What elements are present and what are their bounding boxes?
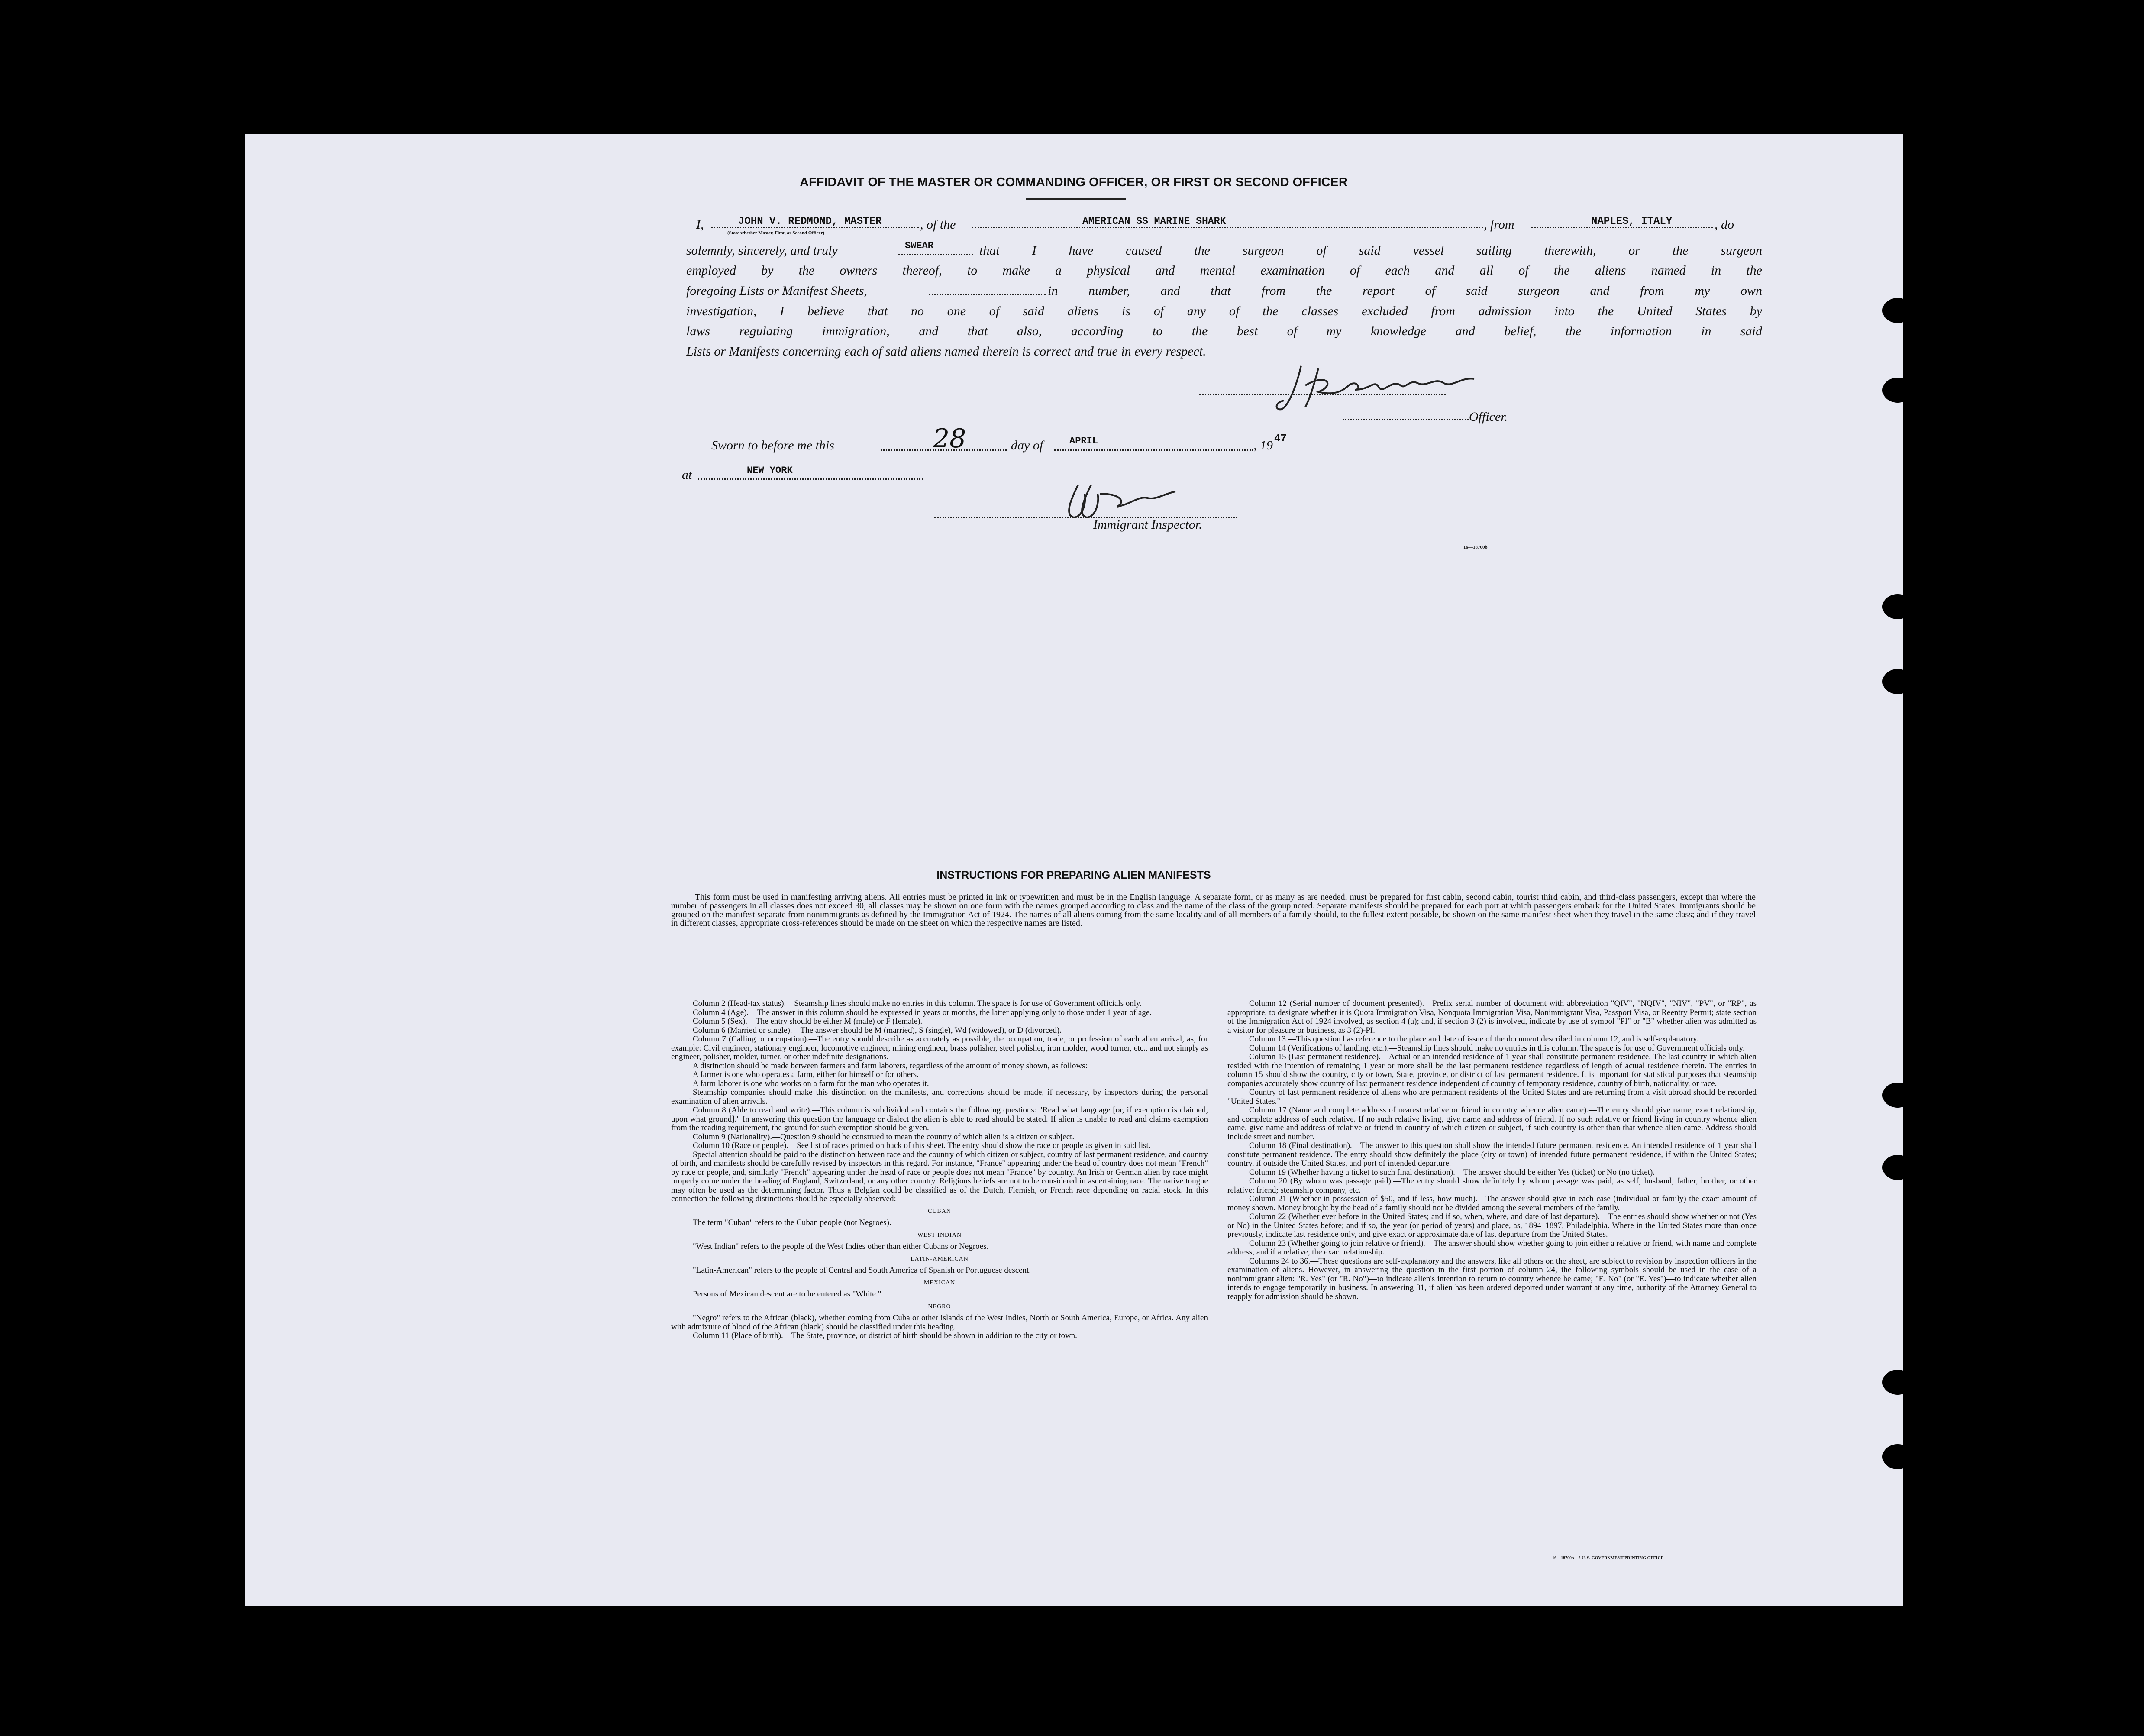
right-para: Column 19 (Whether having a ticket to such final destination).—The answer should be either Yes (ticket) or No (no ticket). bbox=[1249, 1167, 1655, 1177]
latin-text: "Latin-American" refers to the people of Central and South America of Spanish or Portuguese descent. bbox=[693, 1266, 1031, 1275]
swear-line bbox=[898, 254, 973, 255]
right-para: Column 14 (Verifications of landing, etc.).—Steamship lines should make no entries in this column. The space is for use of Government officials only. bbox=[1249, 1043, 1745, 1053]
left-para: Column 7 (Calling or occupation).—The entry should describe as accurately as possible, the occupation, trade, or profession of each alien arrival, as, for example: Civil engineer, stationary engineer, locomotive engineer, mining engineer, brass polisher, steel polisher, iron molder, wood turner, etc., and not simply as engineer, polisher, molder, turner, or other indefinite designations. bbox=[671, 1034, 1208, 1061]
month-value: APRIL bbox=[1069, 436, 1098, 446]
left-para: Special attention should be paid to the distinction between race and the country of which citizen or subject, country of last permanent residence, and country of birth, and manifests should be carefully revised by inspectors in this regard. For instance, "France" appearing under the head of country does not mean "French" by race or people, and, similarly "French" appearing under the head of race or people does not mean "France" by country. An Irish or German alien by race might properly come under the heading of England, Switzerland, or any other country. Religious beliefs are not to be considered in ascertaining race. The native tongue may often be used as the determining factor. Thus a Belgian could be classified as of the Dutch, Flemish, or French race depending on racial stock. In this connection the following distinctions should be especially observed: bbox=[671, 1150, 1208, 1203]
day-of-label: day of bbox=[1011, 438, 1043, 453]
master-signature bbox=[1271, 359, 1496, 416]
left-para: A farm laborer is one who works on a farm for the man who operates it. bbox=[693, 1079, 929, 1088]
officer-label: Officer. bbox=[1469, 410, 1508, 424]
vessel-value: AMERICAN SS MARINE SHARK bbox=[1082, 216, 1226, 227]
line4-b: in number, and that from the report of said surgeon and from my own bbox=[1048, 284, 1762, 298]
right-para: Column 15 (Last permanent residence).—Actual or an intended residence of 1 year shall constitute permanent residence. The last country in which alien resided with the intention of remaining 1 year or more shall be the last permanent residence regardless of length of actual residence therein. The entries in column 15 should show the country, city or town, State, province, or district of last permanent residence. It is important for statistical purposes that steamship companies accurately show country of last permanent residence independent of country of temporary residence, country of birth, nationality, or race. bbox=[1227, 1052, 1757, 1088]
port-value: NAPLES, ITALY bbox=[1591, 216, 1673, 227]
left-para: Column 6 (Married or single).—The answer should be M (married), S (single), Wd (widowed), or D (divorced). bbox=[693, 1025, 1062, 1035]
binder-hole bbox=[1882, 1083, 1913, 1108]
westindian-heading: WEST INDIAN bbox=[917, 1232, 962, 1238]
left-para: Column 4 (Age).—The answer in this column should be expressed in years or months, the latter applying only to those under 1 year of age. bbox=[693, 1008, 1152, 1017]
col11-text: Column 11 (Place of birth).—The State, province, or district of birth should be shown in addition to the city or town. bbox=[693, 1331, 1077, 1340]
binder-hole bbox=[1882, 378, 1913, 403]
line5: investigation, I believe that no one of said aliens is of any of the classes excluded from admission into the United States by bbox=[686, 304, 1762, 318]
binder-hole bbox=[1882, 669, 1913, 694]
binder-hole bbox=[1882, 594, 1913, 619]
month-line bbox=[1054, 449, 1253, 451]
binder-hole bbox=[1882, 1370, 1913, 1395]
right-para: Column 12 (Serial number of document presented).—Prefix serial number of document with abbreviation "QIV", "NQIV", "NIV", "PV", or "RP", as appropriate, to designate whether it is Quota Immigration Visa, Nonquota Immigration Visa, Nonimmigrant Visa, Passport Visa, or Reentry Permit; state section of the Immigration Act of 1924 involved, as section 4 (a); and, if section 3 (2) is involved, indicate by use of symbol "PI" or "B" whether alien was admitted as a visitor for pleasure or business, as 3 (2)-PI. bbox=[1227, 999, 1757, 1035]
right-para: Column 20 (By whom was passage paid).—The entry should show definitely by whom passage was paid, as self; husband, father, brother, or other relative; friend; steamship company, etc. bbox=[1227, 1177, 1757, 1195]
vessel-line bbox=[972, 227, 1483, 228]
instructions-intro bbox=[671, 893, 1756, 928]
line7: Lists or Manifests concerning each of said aliens named therein is correct and true in every respect. bbox=[686, 344, 1206, 359]
binder-hole bbox=[1882, 1155, 1913, 1180]
affidavit-title: AFFIDAVIT OF THE MASTER OR COMMANDING OFFICER, OR FIRST OR SECOND OFFICER bbox=[800, 175, 1348, 189]
sworn-label: Sworn to before me this bbox=[711, 438, 834, 453]
binder-hole bbox=[1882, 1444, 1913, 1469]
intro-text: This form must be used in manifesting arriving aliens. All entries must be printed in ink or typewritten and must be in the English language. A separate form, or as many as are needed, must be prepared for first cabin, second cabin, tourist third cabin, and third-class passengers, except that where the number of passengers in all classes does not exceed 30, all classes may be shown on one form with the names grouped according to class and the name of the class of the group noted. Separate manifests should be prepared for each port at which passengers embark for the United States. Immigrants should be grouped on the manifest separate from nonimmigrants as defined by the Immigration Act of 1924. The names of all aliens coming from the same locality and of all members of a family should, to the fullest extent possible, be shown on the same manifest sheet when they travel in the same class; and if they travel in different classes, appropriate cross-references should be made on the sheet on which the respective names are listed. bbox=[671, 892, 1756, 928]
mexican-heading: MEXICAN bbox=[923, 1279, 956, 1286]
latin-heading: LATIN-AMERICAN bbox=[911, 1255, 969, 1262]
signature-line-2 bbox=[1343, 419, 1469, 420]
of-the-label: , of the bbox=[920, 217, 956, 232]
place-value: NEW YORK bbox=[747, 465, 793, 476]
at-label: at bbox=[682, 468, 692, 482]
line2-a: solemnly, sincerely, and truly bbox=[686, 243, 838, 258]
negro-text: "Negro" refers to the African (black), whether coming from Cuba or other islands of the West Indies, North or South America, Europe, or Africa. Any alien with admixture of blood of the African (black) should be classified under this heading. bbox=[671, 1313, 1208, 1332]
year-prefix: , 19 bbox=[1253, 438, 1273, 453]
left-column bbox=[671, 999, 1208, 1341]
do-label: , do bbox=[1715, 217, 1734, 232]
name-caption: (State whether Master, First, or Second Officer) bbox=[727, 230, 825, 236]
mexican-text: Persons of Mexican descent are to be entered as "White." bbox=[693, 1290, 881, 1299]
right-para: Columns 24 to 36.—These questions are self-explanatory and the answers, like all others on the sheet, are subject to revision by inspection officers in the examination of aliens. However, in answering the question in the first portion of column 24, the following symbols should be used in the case of a nonimmigrant alien: "R. Yes" (or "R. No")—to indicate alien's intention to return to country whence he came; "E. No" (or "E. Yes")—to indicate whether alien intends to engage temporarily in business. In answering 31, if alien has been ordered deported under warrant at any time, authority of the Attorney General to reapply for admission should be shown. bbox=[1227, 1256, 1757, 1301]
place-line bbox=[698, 478, 923, 480]
negro-heading: NEGRO bbox=[928, 1303, 951, 1310]
name-value: JOHN V. REDMOND, MASTER bbox=[738, 216, 882, 227]
line4-a: foregoing Lists or Manifest Sheets, bbox=[686, 284, 868, 298]
i-prefix: I, bbox=[696, 217, 704, 232]
left-para: Column 10 (Race or people).—See list of races printed on back of this sheet. The entry should show the race or people as given in said list. bbox=[693, 1141, 1151, 1150]
left-para: Steamship companies should make this distinction on the manifests, and corrections should be made, if necessary, by inspectors during the personal examination of alien arrivals. bbox=[671, 1088, 1208, 1106]
right-para: Column 17 (Name and complete address of nearest relative or friend in country whence alien came).—The entry should give name, exact relationship, and complete address of such relative. If no such relative living, give name and address of friend. If no such relative or friend living in country whence alien came, give name and address of relative or friend in country of which citizen or subject, if such country is other than that whence alien came. Address should include street and number. bbox=[1227, 1106, 1757, 1141]
printing-footer: 16—18700b—2 U. S. GOVERNMENT PRINTING OFFICE bbox=[1552, 1556, 1664, 1561]
form-number: 16—18700b bbox=[1463, 545, 1488, 550]
cuban-text: The term "Cuban" refers to the Cuban people (not Negroes). bbox=[693, 1218, 891, 1227]
inspector-label: Immigrant Inspector. bbox=[1093, 517, 1202, 532]
right-para: Column 18 (Final destination).—The answer to this question shall show the intended future permanent residence. An intended residence of 1 year shall constitute permanent residence. The entry should show definitely the place (city or town) of intended future permanent residence, if within the United States; country, if outside the United States, and port of intended departure. bbox=[1227, 1141, 1757, 1168]
left-para: Column 5 (Sex).—The entry should be either M (male) or F (female). bbox=[693, 1017, 923, 1026]
line2-b: that I have caused the surgeon of said vessel sailing therewith, or the surgeon bbox=[979, 243, 1762, 258]
right-column bbox=[1227, 999, 1757, 1301]
right-para: Country of last permanent residence of aliens who are permanent residents of the United States and are returning from a visit abroad should be recorded "United States." bbox=[1227, 1088, 1757, 1106]
right-para: Column 21 (Whether in possession of $50, and if less, how much).—The answer should give in each case (individual or family) the exact amount of money shown. Money brought by the head of a family should not be divided among the several members of the family. bbox=[1227, 1194, 1757, 1212]
from-label: , from bbox=[1484, 217, 1514, 232]
left-para: A farmer is one who operates a farm, either for himself or for others. bbox=[693, 1070, 919, 1079]
westindian-text: "West Indian" refers to the people of the West Indies other than either Cubans or Negroes. bbox=[693, 1242, 989, 1251]
right-para: Column 22 (Whether ever before in the United States; and if so, when, where, and date of last departure).—The entries should show whether or not (Yes or No) in the United States before; and if so, the year (or period of years) and place, as, 1894–1897, Philadelphia. Where in the United States more than once previously, indicate last residence only, and give exact or approximate date of last departure from the United States. bbox=[1227, 1212, 1757, 1239]
binder-hole bbox=[1882, 298, 1913, 323]
swear-value: SWEAR bbox=[905, 240, 934, 251]
count-line bbox=[929, 294, 1046, 295]
left-para: A distinction should be made between farmers and farm laborers, regardless of the amount of money shown, as follows: bbox=[693, 1061, 1088, 1070]
day-value: 28 bbox=[933, 423, 966, 454]
line3: employed by the owners thereof, to make a physical and mental examination of each and all of the aliens named in the bbox=[686, 263, 1762, 278]
left-para: Column 9 (Nationality).—Question 9 should be construed to mean the country of which alien is a citizen or subject. bbox=[693, 1132, 1075, 1141]
cuban-heading: CUBAN bbox=[927, 1208, 951, 1215]
left-para: Column 8 (Able to read and write).—This column is subdivided and contains the following questions: "Read what language [or, if exemption is claimed, upon what ground]." In answering this question the language or dialect the alien is able to read should be stated. If alien is unable to read and claims exemption from the reading requirement, the ground for such exemption should be given. bbox=[671, 1106, 1208, 1132]
signature-line-1 bbox=[1199, 394, 1446, 395]
right-para: Column 23 (Whether going to join relative or friend).—The answer should show whether going to join either a relative or friend, with name and complete address; and if a relative, the exact relationship. bbox=[1227, 1238, 1757, 1257]
right-para: Column 13.—This question has reference to the place and date of issue of the document described in column 12, and is self-explanatory. bbox=[1249, 1034, 1699, 1044]
left-para: Column 2 (Head-tax status).—Steamship lines should make no entries in this column. The space is for use of Government officials only. bbox=[693, 999, 1142, 1008]
line6: laws regulating immigration, and that also, according to the best of my knowledge and belief, the information in said bbox=[686, 324, 1762, 338]
instructions-title: INSTRUCTIONS FOR PREPARING ALIEN MANIFESTS bbox=[936, 869, 1211, 881]
title-rule bbox=[1026, 198, 1126, 200]
year-value: 47 bbox=[1274, 433, 1287, 445]
manifest-page bbox=[245, 134, 1903, 1606]
